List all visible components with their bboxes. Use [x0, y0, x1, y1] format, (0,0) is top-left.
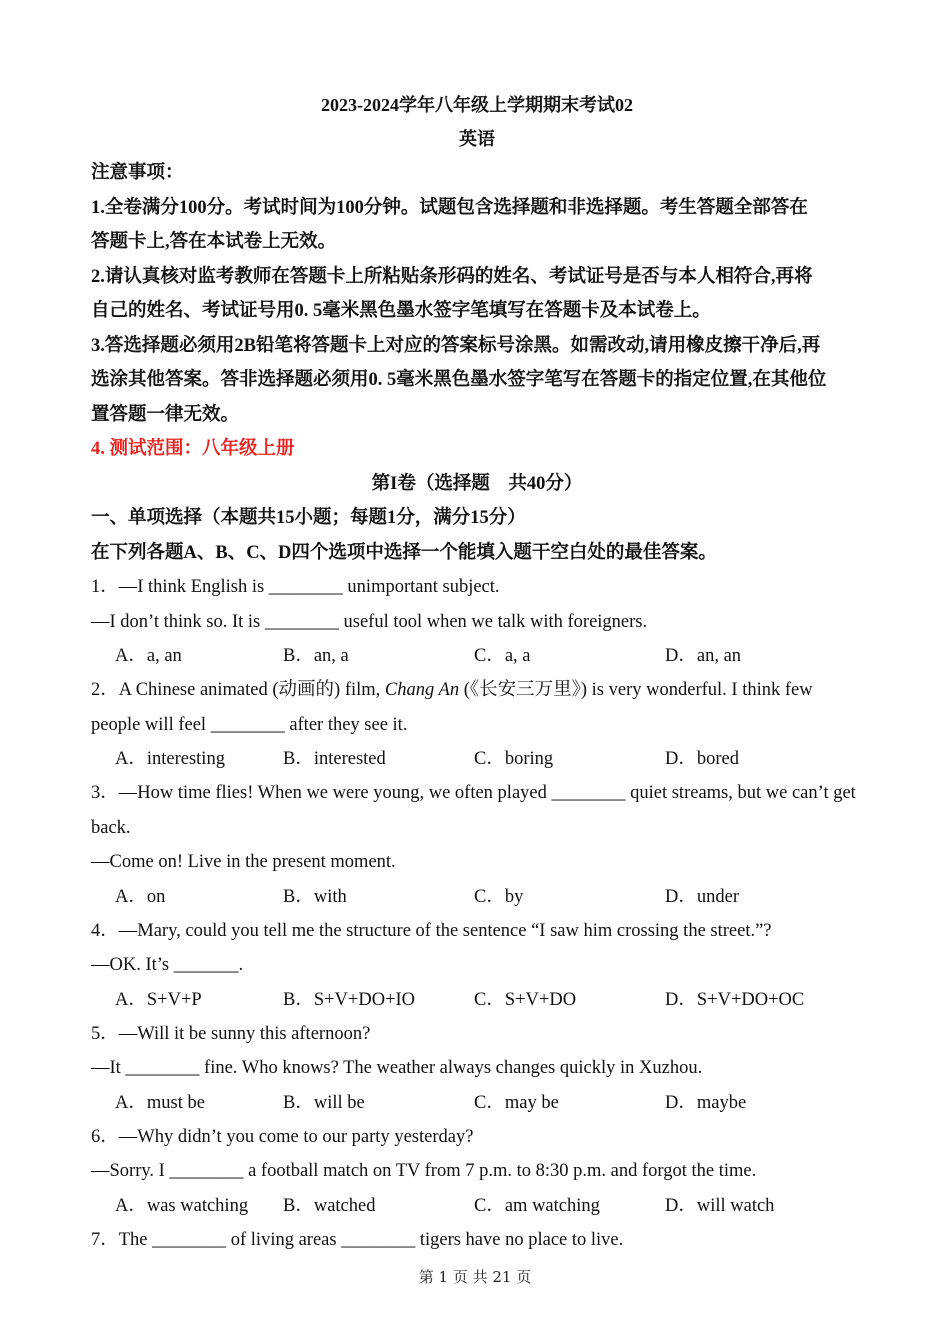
section-heading: 一、单项选择（本题共15小题；每题1分，满分15分）: [91, 508, 526, 528]
question-text-post: (《长安三万里》) is very wonderful. I think few people will feel ________ after they see it.: [91, 680, 813, 735]
options-row: [91, 880, 863, 914]
option-a: A．interesting: [115, 749, 225, 769]
question-3: [91, 776, 863, 914]
question-line: 1．—I think English is ________ unimportant subject.: [91, 577, 500, 597]
question-line: 4．—Mary, could you tell me the structure of the sentence “I saw him crossing the street.”?: [91, 920, 772, 941]
question-text-pre: 2．A Chinese animated (动画的) film,: [91, 680, 385, 700]
option-d: D．bored: [665, 749, 739, 769]
exam-page: [91, 88, 863, 1257]
question-line: —Sorry. I ________ a football match on TV from 7 p.m. to 8:30 p.m. and forgot the time.: [91, 1161, 757, 1181]
option-c: C．by: [474, 886, 524, 907]
question-line: 6．—Why didn’t you come to our party yesterday?: [91, 1126, 474, 1147]
notes-section: [91, 156, 863, 467]
note-4-scope: 4. 测试范围：八年级上册: [91, 439, 295, 459]
question-1: [91, 570, 863, 673]
option-c: C．a, a: [474, 646, 531, 666]
notes-heading: 注意事项：: [91, 163, 184, 183]
note-3a: 3.答选择题必须用2B铅笔将答题卡上对应的答案标号涂黑。如需改动,请用橡皮擦干净后,再: [91, 335, 821, 356]
option-d: D．under: [665, 886, 739, 907]
options-row: [91, 742, 863, 776]
option-d: D．S+V+DO+OC: [665, 989, 805, 1010]
option-b: B．will be: [283, 1092, 365, 1113]
option-b: B．with: [283, 886, 347, 907]
exam-subject: 英语: [459, 129, 495, 149]
option-d: D．maybe: [665, 1092, 747, 1113]
question-line: —OK. It’s _______.: [91, 955, 244, 975]
option-b: B．watched: [283, 1195, 376, 1216]
option-a: A．was watching: [115, 1195, 249, 1216]
options-row: [91, 639, 863, 673]
section-instruction: 在下列各题A、B、C、D四个选项中选择一个能填入题干空白处的最佳答案。: [91, 542, 717, 563]
question-6: [91, 1120, 863, 1223]
exam-title: 2023-2024学年八年级上学期期末考试02: [321, 95, 633, 115]
question-line: 3．—How time flies! When we were young, we often played ________ quiet streams, but we can’t get back.: [91, 783, 856, 838]
option-a: A．a, an: [115, 646, 182, 666]
option-c: C．boring: [474, 749, 554, 769]
note-1b: 答题卡上,答在本试卷上无效。: [91, 232, 337, 252]
option-a: A．must be: [115, 1092, 205, 1113]
note-3b: 选涂其他答案。答非选择题必须用0. 5毫米黑色墨水签字笔写在答题卡的指定位置,在其他位: [91, 370, 827, 390]
options-row: [91, 983, 863, 1017]
option-d: D．an, an: [665, 646, 742, 666]
options-row: [91, 1086, 863, 1120]
note-2a: 2.请认真核对监考教师在答题卡上所粘贴条形码的姓名、考试证号是否与本人相符合,再将: [91, 266, 813, 287]
option-a: A．S+V+P: [115, 989, 202, 1010]
option-b: B．S+V+DO+IO: [283, 989, 416, 1010]
option-c: C．S+V+DO: [474, 989, 577, 1010]
option-c: C．may be: [474, 1092, 559, 1113]
option-a: A．on: [115, 886, 166, 907]
page-footer: 第 1 页 共 21 页: [418, 1268, 532, 1286]
question-line: 7．The ________ of living areas ________ tigers have no place to live.: [91, 1229, 624, 1250]
option-c: C．am watching: [474, 1195, 600, 1216]
question-7: [91, 1223, 863, 1258]
question-4: [91, 914, 863, 1017]
note-1a: 1.全卷满分100分。考试时间为100分钟。试题包含选择题和非选择题。考生答题全部答在: [91, 197, 808, 218]
film-title: Chang An: [384, 680, 460, 700]
option-b: B．an, a: [283, 646, 349, 666]
question-line: —I don’t think so. It is ________ useful tool when we talk with foreigners.: [91, 611, 648, 632]
question-line: —It ________ fine. Who knows? The weather always changes quickly in Xuzhou.: [91, 1058, 703, 1078]
option-d: D．will watch: [665, 1195, 775, 1216]
options-row: [91, 1189, 863, 1223]
note-3c: 置答题一律无效。: [91, 404, 240, 425]
option-b: B．interested: [283, 749, 386, 769]
question-5: [91, 1017, 863, 1120]
question-line: 5．—Will it be sunny this afternoon?: [91, 1023, 371, 1044]
part-title: 第I卷（选择题 共40分）: [371, 473, 583, 494]
note-2b: 自己的姓名、考试证号用0. 5毫米黑色墨水签字笔填写在答题卡及本试卷上。: [91, 301, 711, 321]
question-line: —Come on! Live in the present moment.: [91, 852, 396, 872]
question-2: [91, 673, 863, 776]
question-text: [91, 673, 863, 742]
